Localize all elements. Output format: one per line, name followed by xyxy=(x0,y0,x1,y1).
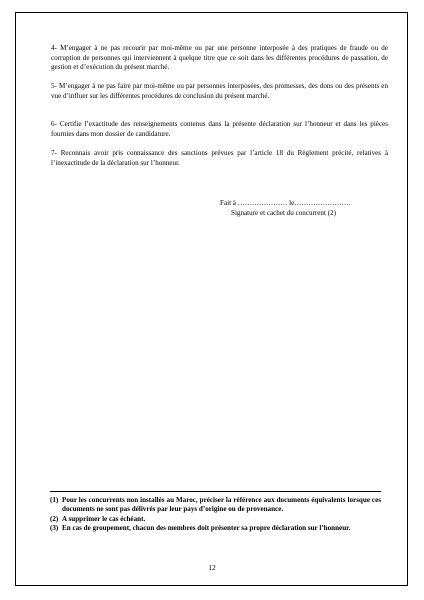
clause-5 xyxy=(51,82,388,101)
footnote-3-marker: (3) xyxy=(50,524,59,533)
clause-4-text: M’engager à ne pas recourir par moi-même ou par une personne interposée à des pratiques de fraude ou de corruption de personnes qui interviennent à quelque titre que ce soit dans les différentes procédures de passation, de gestion et d’exécution du présent marché. xyxy=(51,44,389,72)
footnote-3 xyxy=(50,524,381,533)
footnote-3-text: En cas de groupement, chacun des membres doit présenter sa propre déclaration sur l’honneur. xyxy=(62,524,351,533)
clause-6-number: 6- xyxy=(51,120,57,128)
page-number: 12 xyxy=(208,563,216,572)
footnote-1-text: Pour les concurrents non installés au Maroc, préciser la référence aux documents équivalents lorsque ces documents ne sont pas délivrés par leur pays d’origine ou de provenance. xyxy=(62,496,381,514)
footnote-divider xyxy=(50,491,381,492)
footnotes xyxy=(50,496,381,534)
clause-6 xyxy=(51,120,388,139)
footnote-1 xyxy=(50,496,381,515)
footnote-2-text: A supprimer le cas échéant. xyxy=(62,514,146,523)
signature-caption: Signature et cachet du concurrent (2) xyxy=(231,209,336,217)
clause-7-text: Reconnais avoir pris connaissance des sanctions prévues par l’article 18 du Règlement précité, relatives à l’inexactitude de la déclaration sur l’honneur. xyxy=(51,149,388,167)
footnote-2 xyxy=(50,515,381,524)
clause-4 xyxy=(51,44,388,73)
signature-block xyxy=(220,198,400,218)
clause-5-number: 5- xyxy=(51,82,57,90)
footnote-1-marker: (1) xyxy=(50,496,59,504)
clause-7 xyxy=(51,149,388,168)
clause-7-number: 7- xyxy=(51,149,57,157)
footnote-2-marker: (2) xyxy=(50,514,59,523)
clause-4-number: 4- xyxy=(51,44,57,52)
place-date-line: Fait à ………………… le…………………… xyxy=(220,199,352,207)
clause-5-text: M’engager à ne pas faire par moi-même ou par personnes interposées, des promesses, des dons ou des présents en vue d’influer sur les différentes procédures de conclusion du présent marché. xyxy=(51,82,388,100)
clause-6-text: Certifie l’exactitude des renseignements contenus dans la présente déclaration sur l’honneur et dans les pièces fournies dans mon dossier de candidature. xyxy=(51,120,388,138)
